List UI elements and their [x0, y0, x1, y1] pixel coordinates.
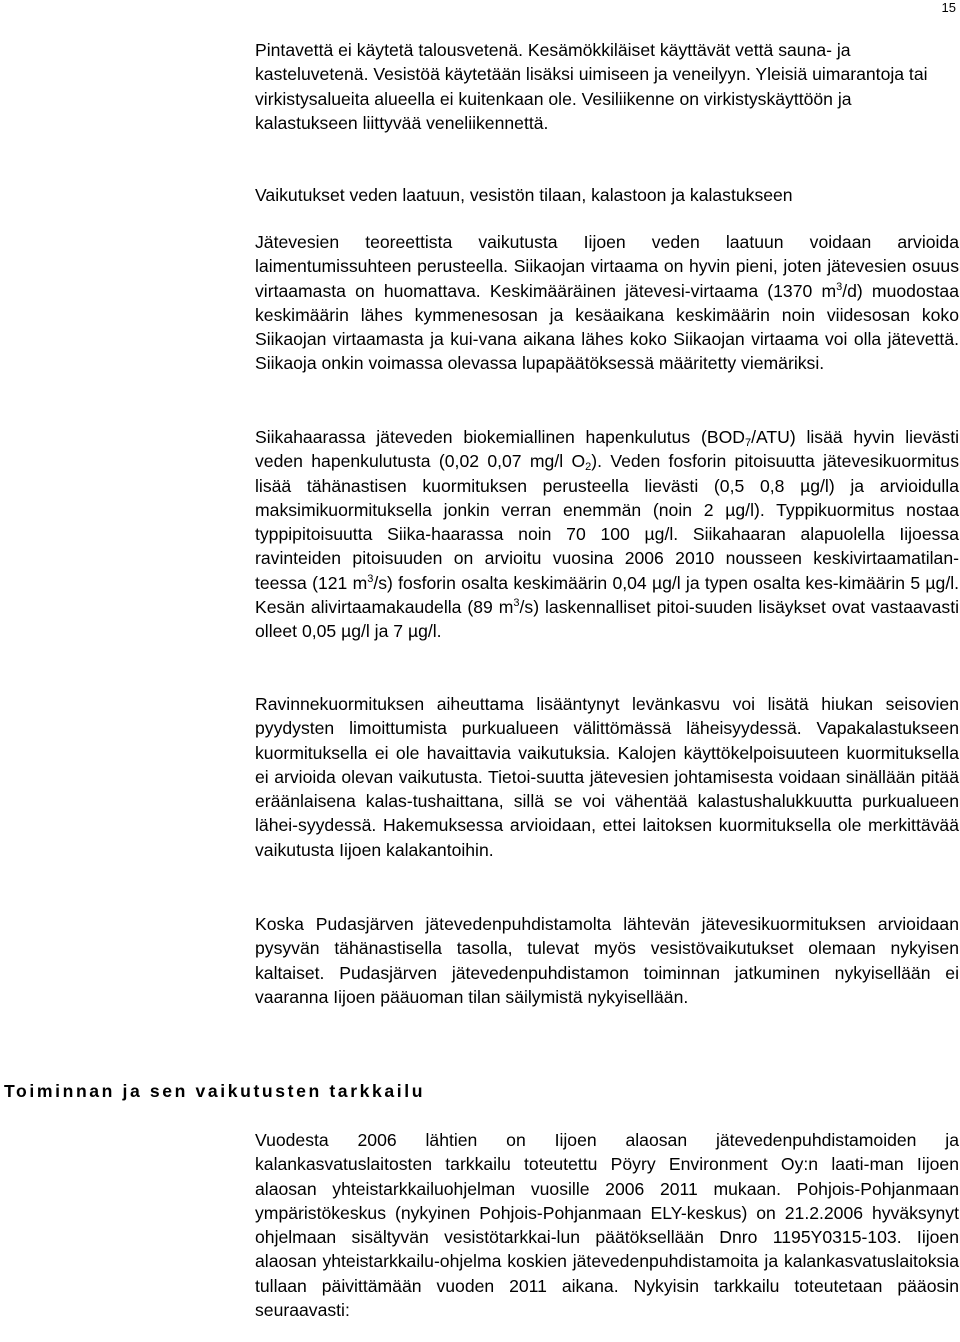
subscript: 2 — [585, 461, 592, 474]
text-run: /d) muodostaa keskimäärin lähes kymmenesosan ja kesäaikana keskimäärin noin viidesosan koko Siikaojan virtaamasta ja kui-vana aikana lähes koko Siikaojan virtaama voi olla jätevettä. Siikaoja onkin voimassa olevassa lupapäätöksessä määritetty viemäriksi. — [255, 280, 959, 374]
text-run: /s) laskennalliset pitoi-suuden lisäykset ovat vastaavasti olleet 0,05 µg/l ja 7 µg/l. — [255, 597, 959, 642]
superscript: 3 — [836, 280, 843, 293]
subscript: 7 — [744, 437, 752, 449]
text-run: /ATU) lisää hyvin lievästi veden hapenkulutusta (0,02 0,07 mg/l O — [255, 427, 960, 472]
text-run: Jätevesien teoreettista vaikutusta Iijoen veden laatuun voidaan arvioida laimentumissuhteen perusteella. Siikaojan virtaama on hyvin pieni, joten jätevesien osuus virtaamasta on huomattava. Keskimääräinen jätevesi-virtaama (1370 m — [255, 232, 959, 301]
page-number: 15 — [941, 0, 956, 15]
oxygen-nutrient-paragraph-text — [255, 425, 959, 644]
dilution-paragraph — [255, 230, 959, 376]
section-heading: Toiminnan ja sen vaikutusten tarkkailu — [4, 1081, 426, 1101]
text-run: ). Veden fosforin pitoisuutta jätevesikuormitus lisää tähänastisen kuormituksen perusteella lievästi (0,5 0,8 µg/l) ja arvioidulla maksimikuormituksella jonkin verran enemmän (noin 2 µg/l). Typpikuormitus nostaa typpipitoisuutta Siika-haarassa noin 70 100 µg/l. Siikahaaran alapuolella Iijoessa ravinteiden pitoisuuden on arvioitu vuosina 2006 2010 nousseen keskivirtaamatilan-teessa (121 m — [255, 451, 959, 593]
text-run: /s) fosforin osalta keskimäärin 0,04 µg/l ja typen osalta kes-kimäärin 5 µg/l. Kesän alivirtaamakaudella (89 m — [255, 572, 960, 618]
effects-subheading-text: Vaikutukset veden laatuun, vesistön tilaan, kalastoon ja kalastukseen — [255, 185, 793, 205]
text-run: Siikahaarassa jäteveden biokemiallinen hapenkulutus (BOD — [255, 427, 745, 447]
conclusion-paragraph — [255, 912, 959, 1009]
monitoring-paragraph — [255, 1128, 959, 1322]
superscript: 3 — [513, 597, 520, 610]
intro-paragraph-text: Pintavettä ei käytetä talousvetenä. Kesämökkiläiset käyttävät vettä sauna- ja kasteluvetenä. Vesistöä käytetään lisäksi uimiseen ja veneilyyn. Yleisiä uimarantoja tai virkistysalueita alueella ei kuitenkaan ole. Vesiliikenne on virkistyskäyttöön ja kalastukseen liittyvää veneliikennettä. — [255, 40, 928, 133]
fishing-effects-paragraph — [255, 692, 959, 862]
dilution-paragraph-text — [255, 230, 959, 376]
fishing-effects-paragraph-text: Ravinnekuormituksen aiheuttama lisääntynyt levänkasvu voi lisätä hiukan seisovien pyydysten limoittumista purkualueen välittömässä läheisyydessä. Vapakalastukseen kuormituksella ei ole havaittavia vaikutuksia. Kalojen käyttökelpoisuuteen kuormituksella ei arvioida olevan vaikutusta. Tietoi-suutta jätevesien johtamisesta voidaan sinällään pitää eräänlaisena kalas-tushaittana, sillä se voi vähentää kalastushalukkuutta purkualueen lähei-syydessä. Hakemuksessa arvioidaan, ettei laitoksen kuormituksella ole merkittävää vaikutusta Iijoen kalakantoihin. — [255, 694, 959, 860]
conclusion-paragraph-text: Koska Pudasjärven jätevedenpuhdistamolta lähtevän jätevesikuormituksen arvioidaan pysyvän tähänastisella tasolla, tulevat myös vesistövaikutukset olemaan nykyisen kaltaiset. Pudasjärven jätevedenpuhdistamon toiminnan jatkuminen nykyisellään ei vaaranna Iijoen pääuoman tilan säilymistä nykyisellään. — [255, 914, 959, 1007]
monitoring-paragraph-text: Vuodesta 2006 lähtien on Iijoen alaosan jätevedenpuhdistamoiden ja kalankasvatuslaitosten tarkkailu toteutettu Pöyry Environment Oy:n laati-man Iijoen alaosan yhteistarkkailuohjelman vuosille 2006 2011 mukaan. Pohjois-Pohjanmaan ympäristökeskus (nykyinen Pohjois-Pohjanmaan ELY-keskus) on 21.2.2006 hyväksynyt ohjelmaan sisältyvän vesistötarkkai-lun päätöksellään Dnro 1195Y0315-103. Iijoen alaosan yhteistarkkailu-ohjelma koskien jätevedenpuhdistamoita ja kalankasvatuslaitoksia tullaan päivittämään vuoden 2011 aikana. Nykyisin tarkkailu toteutetaan pääosin seuraavasti: — [255, 1130, 959, 1321]
oxygen-nutrient-paragraph — [255, 425, 959, 644]
effects-subheading — [255, 183, 959, 207]
intro-paragraph — [255, 38, 959, 135]
superscript: 3 — [367, 572, 374, 585]
